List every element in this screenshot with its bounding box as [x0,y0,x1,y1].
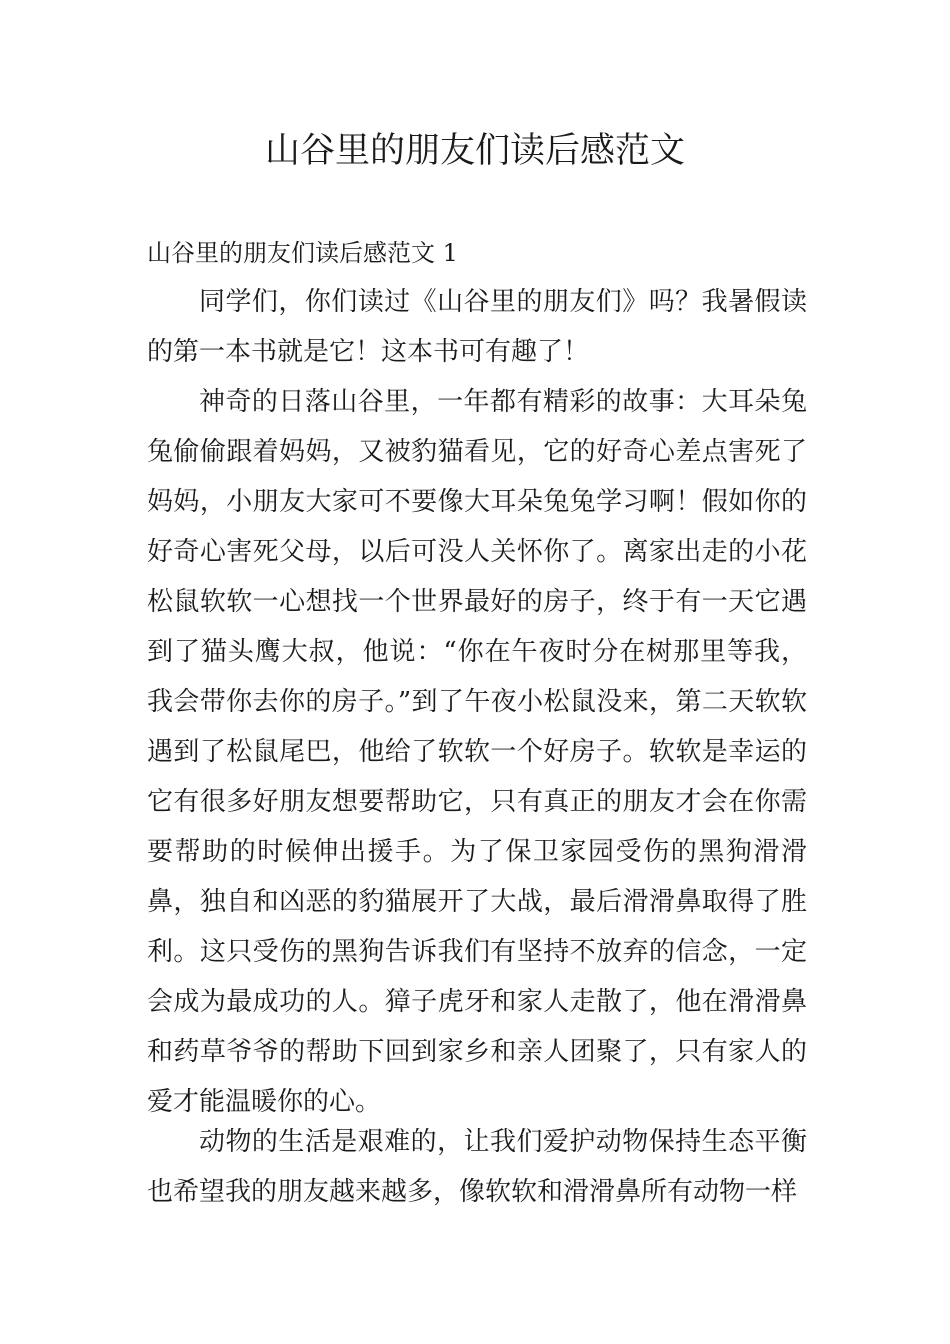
paragraph-3: 动物的生活是艰难的，让我们爱护动物保持生态平衡也希望我的朋友越来越多，像软软和滑滑鼻所有动物一样 [147,1127,807,1207]
paragraph-2: 神奇的日落山谷里，一年都有精彩的故事：大耳朵兔兔偷偷跟着妈妈，又被豹猫看见，它的好奇心差点害死了妈妈，小朋友大家可不要像大耳朵兔兔学习啊！假如你的好奇心害死父母，以后可没人关怀你了。离家出走的小花松鼠软软一心想找一个世界最好的房子，终于有一天它遇到了猫头鹰大叔，他说：“你在午夜时分在树那里等我，我会带你去你的房子。”到了午夜小松鼠没来，第二天软软遇到了松鼠尾巴，他给了软软一个好房子。软软是幸运的它有很多好朋友想要帮助它，只有真正的朋友才会在你需要帮助的时候伸出援手。为了保卫家园受伤的黑狗滑滑鼻，独自和凶恶的豹猫展开了大战，最后滑滑鼻取得了胜利。这只受伤的黑狗告诉我们有坚持不放弃的信念，一定会成为最成功的人。獐子虎牙和家人走散了，他在滑滑鼻和药草爷爷的帮助下回到家乡和亲人团聚了，只有家人的爱才能温暖你的心。 [147,387,807,1117]
document-title: 山谷里的朋友们读后感范文 [264,131,685,171]
section-heading: 山谷里的朋友们读后感范文 1 [147,239,458,267]
paragraph-1: 同学们，你们读过《山谷里的朋友们》吗？我暑假读的第一本书就是它！这本书可有趣了！ [147,287,807,367]
